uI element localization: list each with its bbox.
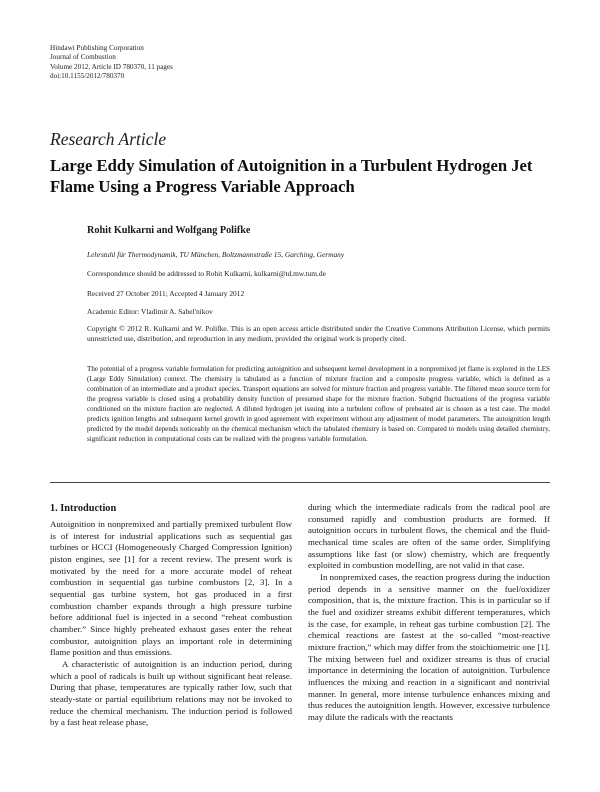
body-paragraph: A characteristic of autoignition is an induction period, during which a pool of radicals is built up without significant heat release. During that phase, temperatures are typically rather low, such that steady-state or partial equilibrium relations may not be invoked to reduce the chemical mechanism. The induction period is followed by a fast heat release phase, [50,658,292,728]
correspondence: Correspondence should be addressed to Rohit Kulkarni, kulkarni@td.mw.tum.de [87,269,326,278]
doi-line: doi:10.1155/2012/780370 [50,71,125,80]
body-paragraph: In nonpremixed cases, the reaction progress during the induction period depends in a sensitive manner on the fuel/oxidizer composition, that is, the mixture fraction. This is in particular so if the fuel and oxidizer streams exhibit different temperatures, which is the case, for example, in reheat gas turbine combustion [2]. The chemical reactions are fastest at the so-called “most-reactive mixture fraction,” which may differ from the stoichiometric one [1]. The mixing between fuel and oxidizer streams is thus of crucial importance in determining the location of autoignition. Turbulence influences the mixing and reaction in a significant and nontrivial manner. In general, more intense turbulence enhances mixing and thus reduces the autoignition length. However, excessive turbulence may dilute the radicals with the reactants [308,571,550,722]
copyright-notice: Copyright © 2012 R. Kulkarni and W. Polifke. This is an open access article distributed under the Creative Commons Attribution License, which permits unrestricted use, distribution, and reproduction in any medium, provided the original work is properly cited. [87,324,550,343]
article-type: Research Article [50,129,167,149]
publisher-line: Hindawi Publishing Corporation [50,44,144,52]
left-column [50,519,292,729]
right-column [308,502,550,723]
section-divider [50,482,550,483]
volume-line: Volume 2012, Article ID 780370, 11 pages [50,62,173,71]
intro-heading: 1. Introduction [50,503,117,514]
abstract: The potential of a progress variable formulation for predicting autoignition and subsequent kernel development in a nonpremixed jet flame is explored in the LES (Large Eddy Simulation) context. The chemistry is tabulated as a function of mixture fraction and a composite progress variable, which is defined as a combination of an intermediate and a product species. Transport equations are solved for mixture fraction and progress variable. The filtered mean source term for the progress variable is closed using a probability density function of presumed shape for the mixture fraction. Subgrid fluctuations of the progress variable conditioned on the mixture fraction are neglected. A diluted hydrogen jet issuing into a turbulent coflow of preheated air is chosen as a test case. The model predicts ignition lengths and subsequent kernel growth in good agreement with experiment without any adjustment of model parameters. The autoignition length predicted by the model depends noticeably on the chemical mechanism which the tabulated chemistry is based on. Compared to models using detailed chemistry, significant reduction in computational costs can be realized with the progress variable formulation. [87,365,550,443]
journal-line: Journal of Combustion [50,53,116,62]
received-dates: Received 27 October 2011; Accepted 4 January 2012 [87,289,245,298]
body-paragraph: Autoignition in nonpremixed and partially premixed turbulent flow is of interest for industrial applications such as sequential gas turbines or HCCI (Homogeneously Charged Compression Ignition) piston engines, see [1] for a recent review. The present work is motivated by the need for a more accurate model of reheat combustion in sequential gas turbine combustors [2, 3]. In a sequential gas turbine system, hot gas produced in a first combustion chamber expands through a high pressure turbine before additional fuel is injected in a second “reheat combustion chamber.” Since highly preheated exhaust gases enter the reheat combustor, autoignition plays an important role in determining flame position and thus emissions. [50,519,292,658]
body-paragraph: during which the intermediate radicals from the radical pool are consumed rapidly and combustion products are formed. If autoignition occurs in turbulent flows, the chemical and the fluid-mechanical time scales are often of the same order. Simplifying assumptions like fast (or slow) chemistry, which are frequently exploited in combustion modelling, are not valid in that case. [308,502,550,571]
affiliation: Lehrstuhl für Thermodynamik, TU München, Boltzmannstraße 15, Garching, Germany [87,250,345,259]
paper-title: Large Eddy Simulation of Autoignition in a Turbulent Hydrogen Jet Flame Using a Progress Variable Approach [50,156,533,196]
authors: Rohit Kulkarni and Wolfgang Polifke [87,225,251,236]
academic-editor: Academic Editor: Vladimir A. Sabel'nikov [87,307,213,316]
journal-header [50,44,173,81]
